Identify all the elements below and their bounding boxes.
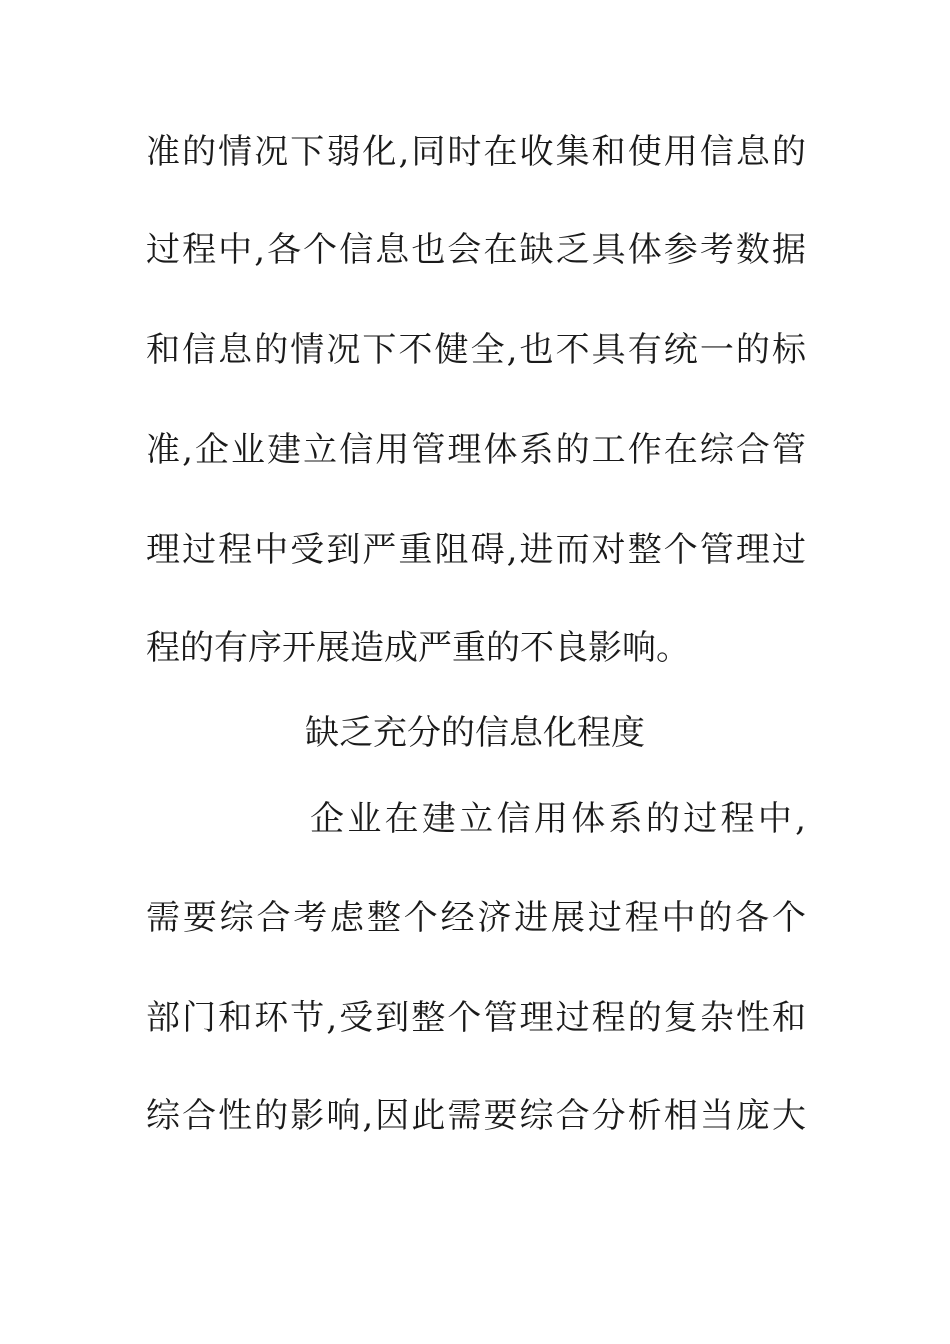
paragraph-line: 程的有序开展造成严重的不良影响。 <box>146 628 690 668</box>
paragraph-line: 准,企业建立信用管理体系的工作在综合管 <box>146 430 806 470</box>
paragraph-first-line: 企业在建立信用体系的过程中, <box>310 799 806 839</box>
paragraph-line: 过程中,各个信息也会在缺乏具体参考数据 <box>146 230 806 270</box>
paragraph-line: 准的情况下弱化,同时在收集和使用信息的 <box>146 132 806 172</box>
paragraph-line: 需要综合考虑整个经济进展过程中的各个 <box>146 898 806 938</box>
paragraph-line: 理过程中受到严重阻碍,进而对整个管理过 <box>146 530 806 570</box>
section-heading: 缺乏充分的信息化程度 <box>305 713 645 753</box>
paragraph-line: 综合性的影响,因此需要综合分析相当庞大 <box>146 1096 806 1136</box>
paragraph-line: 和信息的情况下不健全,也不具有统一的标 <box>146 330 806 370</box>
paragraph-line: 部门和环节,受到整个管理过程的复杂性和 <box>146 998 806 1038</box>
